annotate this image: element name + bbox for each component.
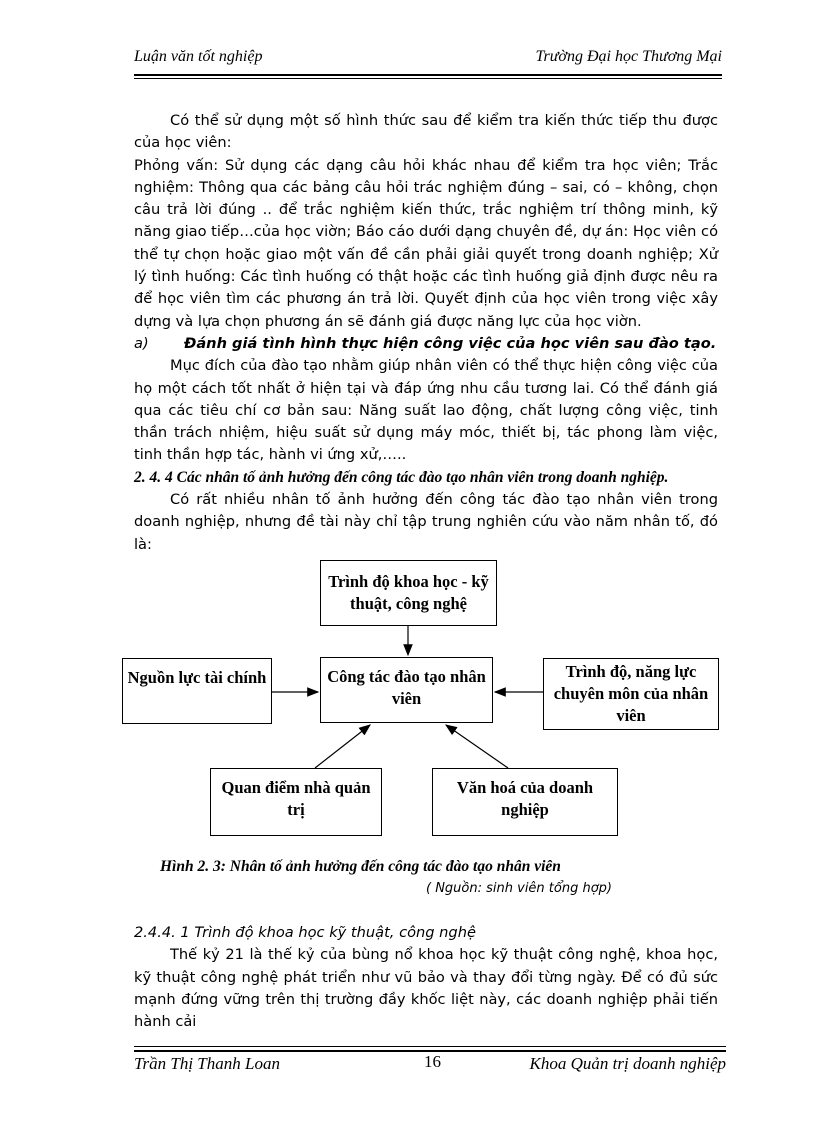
list-item-a [134,333,718,355]
list-marker: a) [134,334,149,352]
diagram-box-technology: Trình độ khoa học - kỹ thuật, công nghệ [320,560,497,626]
arrow-bottomright-to-center [446,725,508,768]
diagram-box-staff-competence: Trình độ, năng lực chuyên môn của nhân viên [543,658,719,730]
diagram-box-manager-view: Quan điểm nhà quản trị [210,768,382,836]
figure-caption: Hình 2. 3: Nhân tố ảnh hưởng đến công tác đào tạo nhân viên [160,858,561,875]
footer-faculty: Khoa Quản trị doanh nghiệp [529,1054,726,1073]
header-rule [134,74,722,76]
paragraph: Phỏng vấn: Sử dụng các dạng câu hỏi khác nhau để kiểm tra học viên; Trắc nghiệm: Thông qua các bảng câu hỏi trác nghiệm đúng – sai, có – không, chọn câu trả lời đúng .. để trắc nghiệm kiến thức, trắc nghiệm trí thông minh, kỹ năng giao tiếp…của học viờn; Báo cáo dưới dạng chuyên đề, dự án: Học viên có thể tự chọn hoặc giao một vấn đề cần phải giải quyết trong doanh nghiệp; Xử lý tình huống: Các tình huống có thật hoặc các tình huống giả định được nêu ra để học viên tìm các phương án trả lời. Quyết định của học viên trong việc xây dựng và lựa chọn phương án sẽ đánh giá được năng lực của học viờn. [134,156,718,330]
subsection-heading: 2.4.4. 1 Trình độ khoa học kỹ thuật, công nghệ [134,924,476,941]
page-footer [134,1054,726,1078]
section-heading: 2. 4. 4 Các nhân tố ảnh hưởng đến công tác đào tạo nhân viên trong doanh nghiệp. [134,468,669,486]
footer-author: Trần Thị Thanh Loan [134,1054,280,1073]
page-header [134,48,722,72]
paragraph: Thế kỷ 21 là thế kỷ của bùng nổ khoa học kỹ thuật công nghệ, khoa học, kỹ thuật công nghệ phát triển như vũ bảo và thay đổi từng ngày. Để có đủ sức mạnh đứng vững trên thị trường đầy khốc liệt này, các doanh nghiệp phải tiến hành cải [134,946,718,1031]
body-text [134,110,718,556]
header-thesis-label: Luận văn tốt nghiệp [134,48,263,65]
paragraph: Mục đích của đào tạo nhằm giúp nhân viên có thể thực hiện công việc của họ một cách tốt nhất ở hiện tại và đáp ứng nhu cầu tương lai. Có thể đánh giá qua các tiêu chí cơ bản sau: Năng suất lao động, chất lượng công việc, tinh thần trách nhiệm, hiệu suất sử dụng máy móc, thiết bị, tác phong làm việc, tinh thần hợp tác, hành vi ứng xử,….. [134,357,718,464]
diagram-box-finance: Nguồn lực tài chính [122,658,272,724]
paragraph: Có thể sử dụng một số hình thức sau để kiểm tra kiến thức tiếp thu được của học viên: [134,112,718,152]
paragraph: Có rất nhiều nhân tố ảnh hưởng đến công tác đào tạo nhân viên trong doanh nghiệp, nhưng đề tài này chỉ tập trung nghiên cứu vào năm nhân tố, đó là: [134,491,718,553]
footer-rule-thin [134,1046,726,1047]
figure-source: ( Nguồn: sinh viên tổng hợp) [426,881,612,896]
header-rule-thin [134,78,722,79]
list-item-text: Đánh giá tình hình thực hiện công việc của học viên sau đào tạo. [184,334,717,352]
arrow-bottomleft-to-center [315,725,370,768]
diagram-box-culture: Văn hoá của doanh nghiệp [432,768,618,836]
page-number: 16 [424,1052,441,1071]
header-university: Trường Đại học Thương Mại [535,48,722,65]
diagram-box-training: Công tác đào tạo nhân viên [320,657,493,723]
subsection [134,922,718,1033]
